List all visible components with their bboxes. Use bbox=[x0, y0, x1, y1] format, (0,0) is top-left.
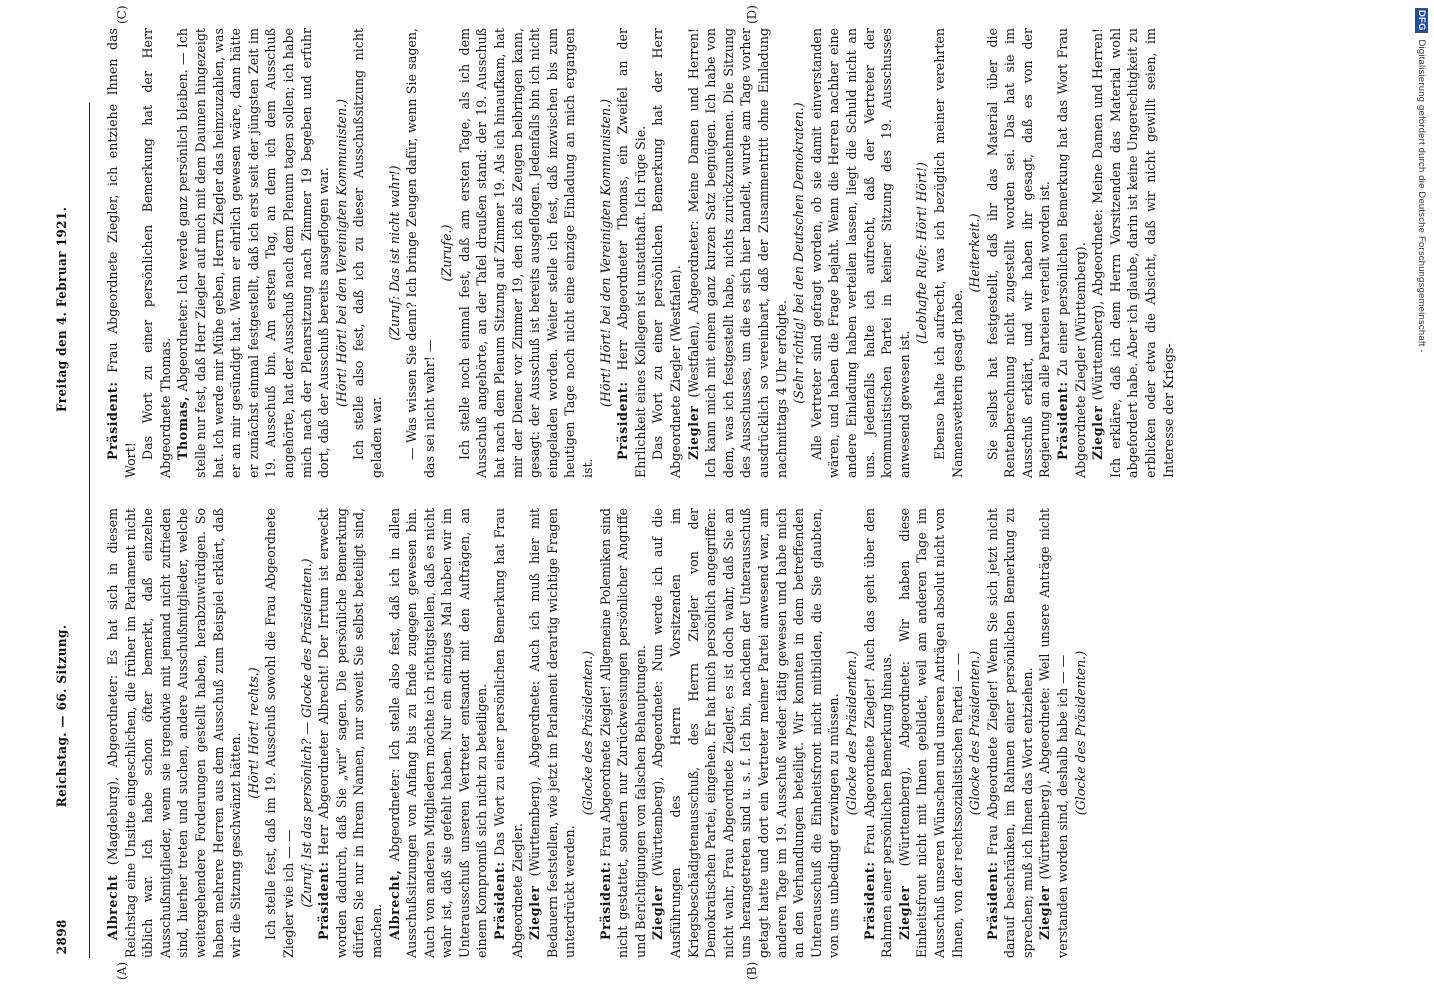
text-paragraph bbox=[456, 28, 597, 478]
page-number: 2898 bbox=[55, 919, 70, 955]
text-paragraph bbox=[649, 28, 684, 478]
interjection: (Zuruf: Das ist nicht wahr!) bbox=[386, 165, 402, 341]
speech-paragraph bbox=[491, 508, 526, 958]
speech-text: Ebenso halte ich aufrecht, was ich bezüglich meiner verehrten Namensvetterin gesagt habe. bbox=[931, 28, 965, 478]
speech-paragraph bbox=[386, 508, 492, 958]
speaker-name: Präsident: bbox=[316, 861, 332, 940]
speech-paragraph bbox=[1089, 28, 1177, 478]
speaker-name: Präsident: bbox=[597, 861, 613, 940]
text-paragraph bbox=[931, 28, 966, 478]
session-title: Reichstag. — 66. Sitzung. bbox=[55, 624, 70, 808]
speech-text: Das Wort zu einer persönlichen Bemerkung hat der Herr Abgeordnete Ziegler (Westfalen). bbox=[650, 28, 683, 478]
interjection: (Glocke des Präsidenten.) bbox=[967, 650, 983, 816]
speech-text: Ich stelle fest, daß im 19. Ausschuß sowohl die Frau Abgeordnete Ziegler wie ich — — bbox=[263, 508, 296, 958]
interjection: (Heiterkeit.) bbox=[967, 213, 983, 293]
speaker-name: Albrecht bbox=[105, 874, 120, 940]
speech-text: Herr Abgeordneter Thomas, ein Zweifel an der Ehrlichkeit eines Kollegen ist unstatthaft. Ich rüge Sie. bbox=[615, 28, 648, 478]
speech-text: (Württemberg), Abgeordnete: Weil unsere Anträge nicht verstanden worden sind, deshalb habe ich — — bbox=[1037, 508, 1071, 958]
interjection: (Glocke des Präsidenten.) bbox=[580, 650, 596, 816]
speech-paragraph bbox=[1054, 28, 1089, 478]
speech-paragraph bbox=[685, 28, 791, 478]
speech-paragraph bbox=[174, 28, 332, 478]
text-paragraph bbox=[403, 28, 438, 478]
margin-mark-a: (A) bbox=[115, 961, 129, 980]
speech-text: (Württemberg), Abgeordnete: Meine Damen und Herren! Ich erkläre, daß ich dem Herrn Vorsitzenden das Material wohl abgefordert habe. Aber ich glaube, darin ist keine Ungerechtigkeit zu erblicken oder etwa die Absicht, daß wir nicht gewillt seien, im Interesse der Kriegs- bbox=[1090, 28, 1176, 478]
speech-paragraph bbox=[614, 28, 649, 478]
speaker-name: Ziegler bbox=[1037, 885, 1053, 940]
speaker-name: Thomas, bbox=[175, 395, 191, 460]
speech-text: Das Wort zu einer persönlichen Bemerkung hat der Herr Abgeordnete Thomas. bbox=[140, 28, 173, 478]
speech-text: Herr Abgeordneter Albrecht! Der Irrtum ist erweckt worden dadurch, daß Sie „wir“ sagen. Die persönliche Bemerkung dürfen Sie nur in Ihrem Namen, nur soweit Sie selbst beteiligt sind, machen. bbox=[316, 508, 384, 958]
speech-text: Alle Vertreter sind gefragt worden, ob sie damit einverstanden wären, und haben die Frage bejaht. Wenn die Herren nachher eine andere Einladung haben verteilen lassen, liegt die Schuld nicht an uns. Jedenfalls halte ich aufrecht, daß der Vertreter der kommunistischen Partei in keiner Sitzung des 19. Ausschusses anwesend gewesen ist. bbox=[808, 28, 912, 478]
speech-paragraph bbox=[649, 508, 843, 958]
speech-paragraph bbox=[104, 28, 139, 478]
speaker-name: Ziegler bbox=[527, 885, 543, 940]
speech-paragraph bbox=[1036, 508, 1071, 958]
margin-mark-d: (D) bbox=[745, 5, 759, 24]
speaker-name: Präsident: bbox=[861, 861, 877, 940]
speech-paragraph bbox=[896, 508, 966, 958]
margin-mark-c: (C) bbox=[115, 5, 129, 24]
speech-paragraph bbox=[861, 508, 896, 958]
speech-paragraph bbox=[984, 508, 1037, 958]
speech-text: Ich stelle also fest, daß ich zu dieser Ausschußsitzung nicht geladen war. bbox=[351, 28, 384, 478]
speech-text: (Württemberg), Abgeordnete: Auch ich muß hier mit Bedauern feststellen, wie jetzt im Parlament derartig wichtige Fragen unterdrückt werden. bbox=[527, 508, 578, 958]
dfg-logo: DFG bbox=[1416, 10, 1427, 31]
interjection: (Glocke des Präsidenten.) bbox=[1072, 650, 1088, 816]
speech-text: Frau Abgeordnete Ziegler! Wenn Sie sich jetzt nicht darauf beschränken, im Rahmen einer persönlichen Bemerkung zu sprechen; muß ich Ihnen das Wort entziehen. bbox=[984, 508, 1035, 958]
speaker-name: Ziegler bbox=[896, 885, 912, 940]
speech-text: Sie selbst hat festgestellt, daß ihr das Material über die Rentenberechnung nicht zugestellt worden sei. Das hat sie im Ausschuß erklärt, und wir haben ihr gesagt, daß es von der Regierung an alle Parteien verteilt worden ist. bbox=[984, 28, 1053, 478]
speech-paragraph bbox=[526, 508, 579, 958]
interjection: (Glocke des Präsidenten.) bbox=[843, 650, 859, 816]
speech-paragraph bbox=[104, 508, 245, 958]
text-paragraph bbox=[808, 28, 914, 478]
interjection: (Lebhafte Rufe: Hört! Hört!) bbox=[914, 162, 930, 344]
interjection: (Hört! Hört! rechts.) bbox=[245, 667, 261, 799]
speaker-name: Präsident: bbox=[492, 861, 508, 940]
speaker-name: Albrecht, bbox=[386, 869, 402, 940]
speech-text: Ich stelle noch einmal fest, daß am ersten Tage, als ich dem Ausschuß angehörte, an der Tafel draußen stand: der 19. Ausschuß hat nach dem Plenum Sitzung auf Zimmer 19. Als ich hinaufkam, hat mir der Diener vor Zimmer 19, den ich als Zeugen beibringen kann, gesagt: der Ausschuß ist bereits ausgeflogen. Jedenfalls bin ich nicht eingeladen worden. Weiter stelle ich fest, daß inzwischen bis zum heutigen Tage noch nicht eine einzige Einladung an mich ergangen ist. bbox=[456, 28, 596, 478]
text-paragraph bbox=[262, 508, 297, 958]
margin-mark-b: (B) bbox=[745, 961, 759, 980]
speech-text: Frau Abgeordnete Ziegler! Allgemeine Polemiken sind nicht gestattet, sondern nur Zurückweisungen persönlicher Angriffe und Berichtigungen von falschen Behauptungen. bbox=[597, 508, 648, 958]
speaker-name: Präsident: bbox=[105, 381, 120, 460]
text-paragraph bbox=[139, 28, 174, 478]
stamp-text: Digitalisierung gefördert durch die Deutsche Forschungsgemeinschaft - bbox=[1416, 39, 1427, 353]
interjection: (Sehr richtig! bei den Deutschen Demokraten.) bbox=[791, 102, 807, 404]
text-paragraph bbox=[350, 28, 385, 478]
speech-paragraph bbox=[597, 508, 650, 958]
interjection: (Zuruf: Ist das persönlich? — Glocke des Präsidenten.) bbox=[298, 558, 314, 908]
running-head bbox=[55, 102, 90, 958]
speech-text: (Westfalen), Abgeordneter: Meine Damen und Herren! Ich kann mich mit einem ganz kurzen Satz begnügen. Ich habe von dem, was ich festgestellt habe, nichts zurückzunehmen. Die Sitzung des Ausschusses, um die es sich hier handelt, wurde am Tage vorher ausdrücklich so vereinbart, daß der Zusammentritt ohne Einladung nachmittags 4 Uhr erfolgte. bbox=[685, 28, 789, 478]
speech-paragraph bbox=[315, 508, 385, 958]
column-left bbox=[104, 508, 1354, 980]
document-page bbox=[55, 5, 1365, 980]
speaker-name: Ziegler bbox=[650, 885, 666, 940]
speaker-name: Ziegler bbox=[1090, 405, 1106, 460]
speech-text: Abgeordneter: Ich stelle also fest, daß ich in allen Ausschußsitzungen von Anfang bis zu Ende zugegen gewesen bin. Auch von anderen Mitgliedern möchte ich richtigstellen, daß es nicht wahr ist, daß sie gefehlt haben. Nur ein einziges Mal haben wir im Unterausschuß unseren Vertreter entsandt mit den Aufträgen, an einem Kompromiß sich nicht zu beteiligen. bbox=[386, 508, 490, 958]
speech-text: Zu einer persönlichen Bemerkung hat das Wort Frau Abgeordnete Ziegler (Württemberg). bbox=[1055, 28, 1088, 478]
speech-text: Frau Abgeordnete Ziegler! Auch das geht über den Rahmen einer persönlichen Bemerkung hinaus. bbox=[861, 508, 895, 958]
interjection: (Zurufe.) bbox=[439, 224, 455, 282]
speech-text: Das Wort zu einer persönlichen Bemerkung hat Frau Abgeordnete Ziegler. bbox=[492, 508, 525, 958]
speech-text: Frau Abgeordnete Ziegler, ich entziehe Ihnen das Wort! bbox=[105, 28, 138, 478]
speech-text: (Magdeburg), Abgeordneter: Es hat sich in diesem Reichstag eine Unsitte eingeschlichen, die früher im Parlament nicht üblich war. Ich habe schon öfter bemerkt, daß einzelne Ausschußmitglieder, wenn sie irgendwie mit jemand nicht zufrieden sind, hierher treten und suchen, andere Ausschußmitglieder, welche weitergehendere Forderungen gestellt haben, herabzuwürdigen. So haben mehrere Herren aus dem Ausschuß zum Beispiel erklärt, daß wir die Sitzung geschwänzt hätten. bbox=[105, 508, 244, 958]
speech-text: Abgeordneter: Ich werde ganz persönlich bleiben. — Ich stelle nur fest, daß Herr Ziegler auf mich mit dem Daumen hingezeigt hat. Ich werde mir Mühe geben, Herrn Ziegler das heimzuzahlen, was er an mir gesündigt hat. Wenn er ehrlich gewesen wäre, dann hätte er zunächst einmal festgestellt, daß ich erst seit der jüngsten Zeit im 19. Ausschuß bin. Am ersten Tag, an dem ich dem Ausschuß angehörte, hat der Ausschuß nach dem Plenum tagen sollen; ich habe mich nach der Plenarsitzung nach Zimmer 19 begeben und erfuhr dort, daß der Ausschuß bereits ausgeflogen war. bbox=[175, 28, 332, 478]
text-paragraph bbox=[984, 28, 1054, 478]
speaker-name: Ziegler bbox=[685, 405, 701, 460]
speaker-name: Präsident: bbox=[984, 861, 1000, 940]
interjection: (Hört! Hört! bei den Vereinigten Kommunisten.) bbox=[597, 98, 613, 408]
interjection: (Hört! Hört! bei den Vereinigten Kommunisten.) bbox=[333, 98, 349, 408]
session-date: Freitag den 4. Februar 1921. bbox=[55, 206, 70, 413]
text-columns bbox=[104, 5, 1354, 980]
speaker-name: Präsident: bbox=[1055, 381, 1071, 460]
digitization-stamp bbox=[1415, 8, 1428, 353]
column-right bbox=[104, 5, 1354, 478]
speaker-name: Präsident: bbox=[615, 381, 631, 460]
speech-text: (Württemberg), Abgeordnete: Nun werde ich auf die Ausführungen des Herrn Vorsitzenden im Kriegsbeschädigtenausschuß, des Herrn Ziegler von der Demokratischen Partei, eingehen. Er hat mich persönlich angegriffen: nicht wahr, Frau Abgeordnete Ziegler, es ist doch wahr, daß Sie an uns herangetreten sind u. s. f. Ich bin, nachdem der Unterausschuß getagt hatte und dort ein Vertreter meiner Partei anwesend war, am anderen Tage im 19. Ausschuß wieder tätig gewesen und habe mich an den Verhandlungen beteiligt. Wir konnten in dem betreffenden Unterausschuß die Einheitsfront nicht mitbilden, die Sie glaubten, von uns unbedingt erzwingen zu müssen. bbox=[650, 508, 842, 958]
speech-text: (Württemberg), Abgeordnete: Wir haben diese Einheitsfront nicht mit Ihnen gebildet, weil am anderen Tage im Ausschuß unseren Wünschen und unseren Anträgen absolut nicht von Ihnen, von der rechtssozialistischen Partei — — bbox=[896, 508, 965, 958]
speech-text: — Was wissen Sie denn? Ich bringe Zeugen dafür, wenn Sie sagen, das sei nicht wahr! — bbox=[404, 28, 437, 478]
